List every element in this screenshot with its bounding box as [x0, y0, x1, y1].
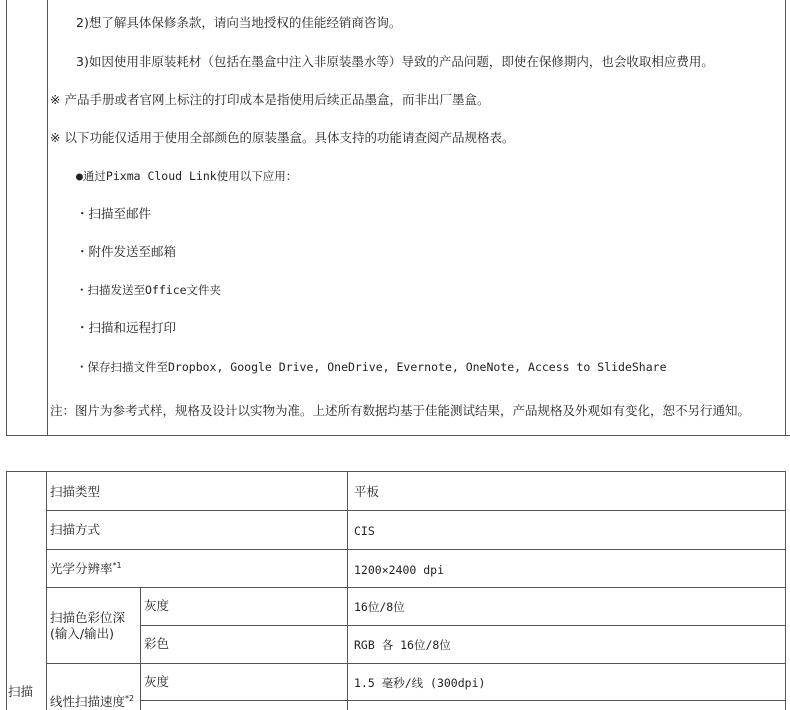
notes-bottom-border [6, 435, 790, 436]
section-label-scan: 扫描 [8, 684, 34, 699]
spec-value-gray-depth: 16位/8位 [354, 600, 405, 614]
note-non-genuine-consumables: 3)如因使用非原装耗材（包括在墨盒中注入非原装墨水等）导致的产品问题，即使在保修期内，也会收取相应费用。 [76, 54, 714, 69]
app-list-item: ・扫描至邮件 [76, 206, 152, 221]
notes-left-border [6, 0, 7, 436]
spec-sublabel-gray: 灰度 [144, 674, 170, 689]
spec-label-scan-type: 扫描类型 [50, 484, 101, 499]
table-border [6, 471, 7, 710]
app-list-item: ・附件发送至邮箱 [76, 244, 177, 259]
table-border [46, 471, 47, 710]
table-border [6, 471, 786, 472]
scan-spec-table [6, 471, 790, 710]
spec-label-scan-method: 扫描方式 [50, 522, 101, 537]
spec-sublabel-color: 彩色 [144, 636, 170, 651]
note-print-cost: ※ 产品手册或者官网上标注的打印成本是指使用后续正品墨盒，而非出厂墨盒。 [50, 92, 490, 107]
spec-label-line-speed [50, 694, 134, 710]
note-cloud-link-intro: ●通过Pixma Cloud Link使用以下应用： [76, 169, 298, 183]
notes-right-border [785, 0, 786, 436]
table-border [785, 471, 786, 710]
note-genuine-ink: ※ 以下功能仅适用于使用全部颜色的原装墨盒。具体支持的功能请查阅产品规格表。 [50, 130, 515, 145]
spec-value-scan-method: CIS [354, 524, 375, 538]
spec-label-color-depth: 扫描色彩位深 [50, 610, 126, 625]
table-border [46, 663, 786, 664]
footnote-marker: *1 [112, 561, 122, 570]
spec-value-gray-line-speed: 1.5 毫秒/线 (300dpi) [354, 676, 486, 690]
note-warranty-terms: 2)想了解具体保修条款，请向当地授权的佳能经销商咨询。 [76, 15, 402, 30]
spec-label-color-depth-io: (输入/输出) [50, 626, 114, 641]
app-list-item: ・扫描和远程打印 [76, 320, 177, 335]
app-list-item: ・扫描发送至Office文件夹 [76, 283, 222, 297]
optical-resolution-label-text: 光学分辨率 [50, 561, 113, 576]
spec-label-optical-resolution [50, 561, 122, 577]
table-border [347, 471, 348, 710]
table-border [46, 587, 786, 588]
spec-value-scan-type: 平板 [354, 484, 380, 499]
footnote-marker: *2 [125, 694, 135, 703]
table-border [140, 625, 786, 626]
table-border [140, 587, 141, 710]
spec-sublabel-gray: 灰度 [144, 598, 170, 613]
table-border [46, 549, 786, 550]
spec-value-color-depth: RGB 各 16位/8位 [354, 638, 451, 652]
line-speed-label-text: 线性扫描速度 [50, 694, 126, 709]
app-list-item: ・保存扫描文件至Dropbox, Google Drive, OneDrive, Evernote, OneNote, Access to SlideShare [76, 360, 667, 374]
table-border [140, 700, 786, 701]
note-disclaimer: 注：图片为参考式样，规格及设计以实物为准。上述所有数据均基于佳能测试结果，产品规格及外观如有变化，恕不另行通知。 [50, 403, 751, 418]
table-border [46, 510, 786, 511]
notes-inner-border [47, 0, 48, 436]
spec-value-optical-resolution: 1200×2400 dpi [354, 563, 445, 577]
